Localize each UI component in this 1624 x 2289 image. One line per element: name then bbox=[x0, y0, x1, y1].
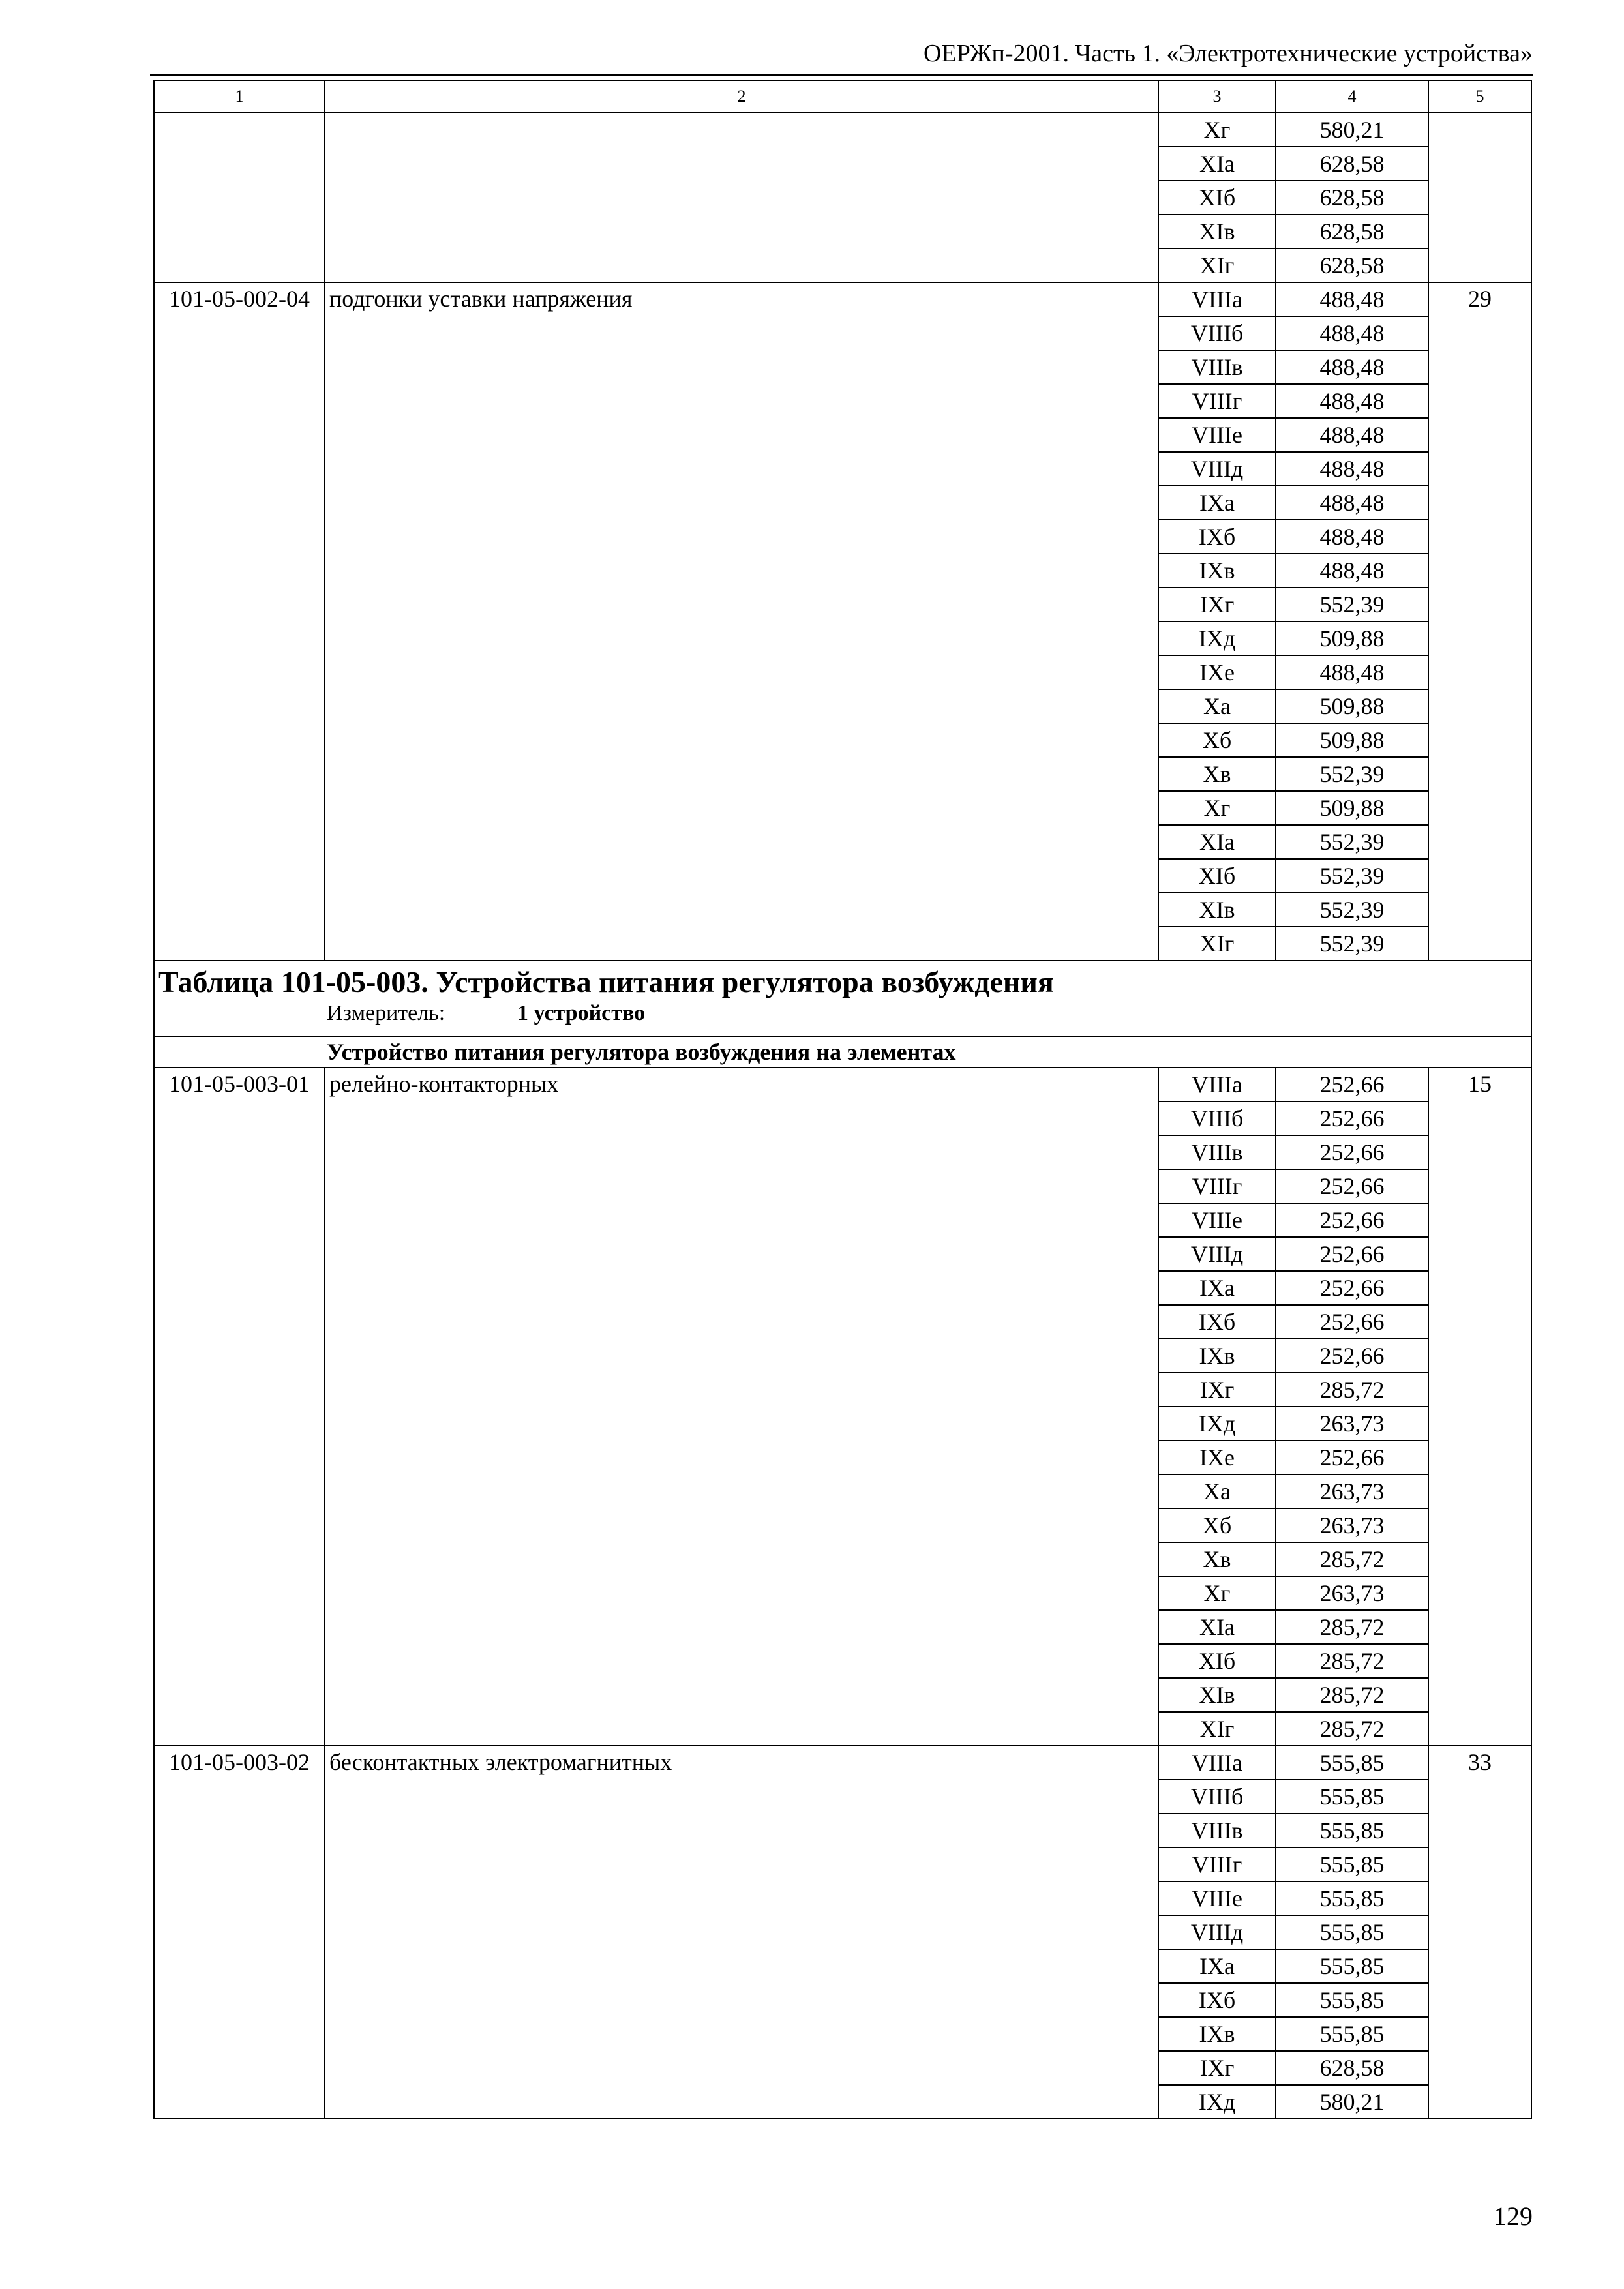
zone-cell: VIIIе bbox=[1158, 418, 1276, 452]
column-number: 2 bbox=[325, 80, 1158, 113]
zone-cell: IXб bbox=[1158, 1305, 1276, 1339]
table-section-header bbox=[154, 961, 1531, 1036]
zone-cell: XIб bbox=[1158, 1644, 1276, 1678]
price-cell: 628,58 bbox=[1276, 181, 1428, 215]
column-number: 4 bbox=[1276, 80, 1428, 113]
price-cell: 263,73 bbox=[1276, 1474, 1428, 1508]
zone-cell: VIIIд bbox=[1158, 452, 1276, 486]
price-cell: 580,21 bbox=[1276, 113, 1428, 147]
zone-cell: IXб bbox=[1158, 520, 1276, 554]
price-cell: 552,39 bbox=[1276, 757, 1428, 791]
zone-cell: XIб bbox=[1158, 859, 1276, 893]
price-cell: 252,66 bbox=[1276, 1237, 1428, 1271]
price-cell: 252,66 bbox=[1276, 1203, 1428, 1237]
header-rule-thick bbox=[150, 74, 1533, 76]
price-cell: 488,48 bbox=[1276, 554, 1428, 588]
zone-cell: VIIIе bbox=[1158, 1203, 1276, 1237]
zone-cell: VIIIг bbox=[1158, 1169, 1276, 1203]
price-cell: 252,66 bbox=[1276, 1169, 1428, 1203]
zone-cell: VIIIб bbox=[1158, 1101, 1276, 1135]
price-cell: 252,66 bbox=[1276, 1068, 1428, 1101]
price-cell: 555,85 bbox=[1276, 1780, 1428, 1814]
unit-row bbox=[155, 1000, 1531, 1030]
price-cell: 285,72 bbox=[1276, 1373, 1428, 1407]
price-cell: 488,48 bbox=[1276, 316, 1428, 350]
zone-cell: Xа bbox=[1158, 1474, 1276, 1508]
price-cell: 580,21 bbox=[1276, 2085, 1428, 2119]
unit-label: Измеритель: bbox=[327, 1001, 445, 1025]
price-cell: 285,72 bbox=[1276, 1610, 1428, 1644]
zone-cell: Xв bbox=[1158, 757, 1276, 791]
price-cell: 252,66 bbox=[1276, 1441, 1428, 1474]
item-name bbox=[325, 113, 1158, 282]
zone-cell: VIIIб bbox=[1158, 316, 1276, 350]
zone-cell: XIг bbox=[1158, 248, 1276, 282]
zone-cell: VIIIа bbox=[1158, 282, 1276, 316]
price-cell: 263,73 bbox=[1276, 1508, 1428, 1542]
item-name: релейно-контакторных bbox=[325, 1068, 1158, 1746]
item-code: 101-05-002-04 bbox=[154, 282, 325, 961]
zone-cell: IXг bbox=[1158, 2051, 1276, 2085]
rate-cell: 29 bbox=[1428, 282, 1531, 961]
rate-cell: 15 bbox=[1428, 1068, 1531, 1746]
table-row bbox=[154, 113, 1531, 147]
price-cell: 252,66 bbox=[1276, 1271, 1428, 1305]
zone-cell: XIв bbox=[1158, 893, 1276, 927]
zone-cell: IXе bbox=[1158, 1441, 1276, 1474]
zone-cell: IXб bbox=[1158, 1983, 1276, 2017]
price-cell: 488,48 bbox=[1276, 452, 1428, 486]
price-cell: 509,88 bbox=[1276, 723, 1428, 757]
price-cell: 555,85 bbox=[1276, 1814, 1428, 1848]
table-title: Таблица 101-05-003. Устройства питания регулятора возбуждения bbox=[158, 965, 1054, 998]
zone-cell: XIа bbox=[1158, 147, 1276, 181]
price-cell: 263,73 bbox=[1276, 1407, 1428, 1441]
zone-cell: VIIIд bbox=[1158, 1237, 1276, 1271]
zone-cell: VIIIа bbox=[1158, 1068, 1276, 1101]
zone-cell: XIг bbox=[1158, 927, 1276, 961]
price-cell: 285,72 bbox=[1276, 1712, 1428, 1746]
zone-cell: VIIIе bbox=[1158, 1881, 1276, 1915]
price-cell: 285,72 bbox=[1276, 1678, 1428, 1712]
running-header: ОЕРЖп-2001. Часть 1. «Электротехнические устройства» bbox=[924, 40, 1533, 67]
table-row bbox=[154, 282, 1531, 316]
price-cell: 555,85 bbox=[1276, 1881, 1428, 1915]
zone-cell: Xг bbox=[1158, 1576, 1276, 1610]
price-cell: 552,39 bbox=[1276, 825, 1428, 859]
zone-cell: VIIIг bbox=[1158, 1848, 1276, 1881]
zone-cell: XIб bbox=[1158, 181, 1276, 215]
zone-cell: VIIIа bbox=[1158, 1746, 1276, 1780]
price-cell: 555,85 bbox=[1276, 1746, 1428, 1780]
zone-cell: XIа bbox=[1158, 825, 1276, 859]
column-number: 1 bbox=[154, 80, 325, 113]
price-cell: 628,58 bbox=[1276, 248, 1428, 282]
zone-cell: Xв bbox=[1158, 1542, 1276, 1576]
price-cell: 488,48 bbox=[1276, 418, 1428, 452]
price-cell: 488,48 bbox=[1276, 520, 1428, 554]
price-cell: 509,88 bbox=[1276, 791, 1428, 825]
price-cell: 628,58 bbox=[1276, 215, 1428, 248]
zone-cell: IXг bbox=[1158, 1373, 1276, 1407]
column-number-row bbox=[154, 80, 1531, 113]
item-code bbox=[154, 113, 325, 282]
price-cell: 552,39 bbox=[1276, 893, 1428, 927]
column-number: 5 bbox=[1428, 80, 1531, 113]
zone-cell: IXд bbox=[1158, 1407, 1276, 1441]
zone-cell: IXв bbox=[1158, 1339, 1276, 1373]
zone-cell: IXв bbox=[1158, 554, 1276, 588]
price-cell: 552,39 bbox=[1276, 588, 1428, 621]
price-cell: 628,58 bbox=[1276, 147, 1428, 181]
unit-value: 1 устройство bbox=[517, 1001, 646, 1025]
zone-cell: IXв bbox=[1158, 2017, 1276, 2051]
zone-cell: XIв bbox=[1158, 1678, 1276, 1712]
price-cell: 552,39 bbox=[1276, 927, 1428, 961]
zone-cell: IXг bbox=[1158, 588, 1276, 621]
price-cell: 285,72 bbox=[1276, 1542, 1428, 1576]
item-name: подгонки уставки напряжения bbox=[325, 282, 1158, 961]
price-table bbox=[153, 80, 1532, 2119]
table-row bbox=[154, 1068, 1531, 1101]
zone-cell: VIIIг bbox=[1158, 384, 1276, 418]
price-cell: 488,48 bbox=[1276, 384, 1428, 418]
price-cell: 555,85 bbox=[1276, 1848, 1428, 1881]
price-cell: 552,39 bbox=[1276, 859, 1428, 893]
zone-cell: XIг bbox=[1158, 1712, 1276, 1746]
zone-cell: VIIIв bbox=[1158, 1814, 1276, 1848]
price-cell: 252,66 bbox=[1276, 1135, 1428, 1169]
item-code: 101-05-003-02 bbox=[154, 1746, 325, 2119]
zone-cell: VIIIб bbox=[1158, 1780, 1276, 1814]
zone-cell: VIIIв bbox=[1158, 350, 1276, 384]
price-cell: 252,66 bbox=[1276, 1101, 1428, 1135]
price-cell: 509,88 bbox=[1276, 689, 1428, 723]
zone-cell: VIIIд bbox=[1158, 1915, 1276, 1949]
table-heading-cell bbox=[154, 961, 1531, 1036]
price-cell: 488,48 bbox=[1276, 486, 1428, 520]
zone-cell: Xб bbox=[1158, 1508, 1276, 1542]
table-row bbox=[154, 1746, 1531, 1780]
rate-cell: 33 bbox=[1428, 1746, 1531, 2119]
price-cell: 555,85 bbox=[1276, 2017, 1428, 2051]
price-cell: 252,66 bbox=[1276, 1339, 1428, 1373]
zone-cell: Xг bbox=[1158, 113, 1276, 147]
zone-cell: IXа bbox=[1158, 1271, 1276, 1305]
zone-cell: Xг bbox=[1158, 791, 1276, 825]
zone-cell: IXе bbox=[1158, 655, 1276, 689]
rate-cell bbox=[1428, 113, 1531, 282]
price-cell: 488,48 bbox=[1276, 282, 1428, 316]
zone-cell: XIв bbox=[1158, 215, 1276, 248]
price-cell: 509,88 bbox=[1276, 621, 1428, 655]
price-cell: 285,72 bbox=[1276, 1644, 1428, 1678]
zone-cell: VIIIв bbox=[1158, 1135, 1276, 1169]
zone-cell: Xа bbox=[1158, 689, 1276, 723]
column-number: 3 bbox=[1158, 80, 1276, 113]
price-cell: 555,85 bbox=[1276, 1949, 1428, 1983]
zone-cell: IXа bbox=[1158, 1949, 1276, 1983]
item-name: бесконтактных электромагнитных bbox=[325, 1746, 1158, 2119]
zone-cell: IXа bbox=[1158, 486, 1276, 520]
price-cell: 488,48 bbox=[1276, 655, 1428, 689]
price-cell: 628,58 bbox=[1276, 2051, 1428, 2085]
price-cell: 555,85 bbox=[1276, 1983, 1428, 2017]
price-cell: 263,73 bbox=[1276, 1576, 1428, 1610]
zone-cell: XIа bbox=[1158, 1610, 1276, 1644]
zone-cell: Xб bbox=[1158, 723, 1276, 757]
section-subheading-row bbox=[154, 1036, 1531, 1068]
section-subheading: Устройство питания регулятора возбуждения на элементах bbox=[154, 1036, 1531, 1068]
price-cell: 252,66 bbox=[1276, 1305, 1428, 1339]
item-code: 101-05-003-01 bbox=[154, 1068, 325, 1746]
zone-cell: IXд bbox=[1158, 2085, 1276, 2119]
page-number: 129 bbox=[1494, 2202, 1533, 2231]
price-cell: 488,48 bbox=[1276, 350, 1428, 384]
price-cell: 555,85 bbox=[1276, 1915, 1428, 1949]
zone-cell: IXд bbox=[1158, 621, 1276, 655]
